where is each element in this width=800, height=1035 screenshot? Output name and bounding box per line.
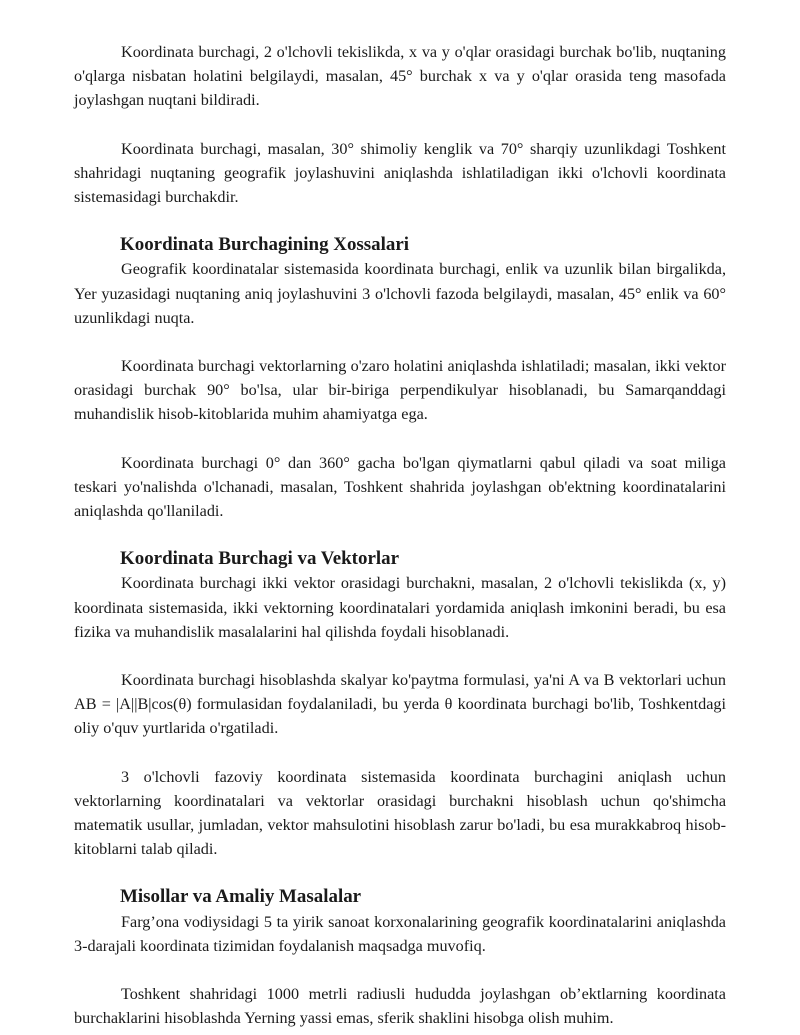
paragraph-5: Koordinata burchagi 0° dan 360° gacha bo'lgan qiymatlarni qabul qiladi va soat miliga teskari yo'nalishda o'lchanadi, masalan, Toshkent shahrida joylashgan ob'ektning koordinatalarini aniqlashda qo'llaniladi.	[74, 453, 726, 521]
section-heading-examples: Misollar va Amaliy Masalalar	[120, 886, 362, 908]
paragraph-7: Koordinata burchagi hisoblashda skalyar ko'paytma formulasi, ya'ni A va B vektorlari uchun AB = |A||B|cos(θ) formulasidan foydalaniladi, bu yerda θ koordinata burchagi bo'lib, Toshkentdagi oliy o'quv yurtlarida o'rgatiladi.	[74, 671, 726, 738]
section-heading-properties: Koordinata Burchagining Xossalari	[120, 234, 410, 256]
paragraph-6: Koordinata burchagi ikki vektor orasidagi burchakni, masalan, 2 o'lchovli tekislikda (x, y) koordinata sistemasida, ikki vektorning koordinatalari yordamida aniqlash imkonini beradi, bu esa fizika va muhandislik masalalarini hal qilishda foydali hisoblanadi.	[74, 574, 726, 641]
paragraph-4: Koordinata burchagi vektorlarning o'zaro holatini aniqlashda ishlatiladi; masalan, ikki vektor orasidagi burchak 90° bo'lsa, ular bir-biriga perpendikulyar hisoblanadi, bu Samarqanddagi muhandislik hisob-kitoblarida muhim ahamiyatga ega.	[74, 357, 726, 424]
paragraph-8: 3 o'lchovli fazoviy koordinata sistemasida koordinata burchagini aniqlash uchun vektorlarning koordinatalari va vektorlar orasidagi burchakni hisoblash uchun qo'shimcha matematik usullar, jumladan, vektor mahsulotini hisoblash zarur bo'ladi, bu esa murakkabroq hisob-kitoblarni talab qiladi.	[74, 767, 726, 859]
paragraph-1: Koordinata burchagi, 2 o'lchovli tekislikda, x va y o'qlar orasidagi burchak bo'lib, nuqtaning o'qlarga nisbatan holatini belgilaydi, masalan, 45° burchak x va y o'qlar orasida teng masofada joylashgan nuqtani bildiradi.	[74, 43, 726, 110]
paragraph-9: Farg’ona vodiysidagi 5 ta yirik sanoat korxonalarining geografik koordinatalarini aniqlashda 3-darajali koordinata tizimidan foydalanish maqsadga muvofiq.	[74, 912, 726, 955]
paragraph-3: Geografik koordinatalar sistemasida koordinata burchagi, enlik va uzunlik bilan birgalikda, Yer yuzasidagi nuqtaning aniq joylashuvini 3 o'lchovli fazoda belgilaydi, masalan, 45° enlik va 60° uzunlikdagi nuqta.	[74, 260, 726, 327]
section-heading-vectors: Koordinata Burchagi va Vektorlar	[120, 548, 399, 570]
paragraph-10: Toshkent shahridagi 1000 metrli radiusli hududda joylashgan ob’ektlarning koordinata burchaklarini hisoblashda Yerning yassi emas, sferik shaklini hisobga olish muhim.	[74, 985, 726, 1028]
paragraph-2: Koordinata burchagi, masalan, 30° shimoliy kenglik va 70° sharqiy uzunlikdagi Toshkent shahridagi nuqtaning geografik joylashuvini aniqlashda ishlatiladigan ikki o'lchovli koordinata sistemasidagi burchakdir.	[74, 139, 726, 207]
